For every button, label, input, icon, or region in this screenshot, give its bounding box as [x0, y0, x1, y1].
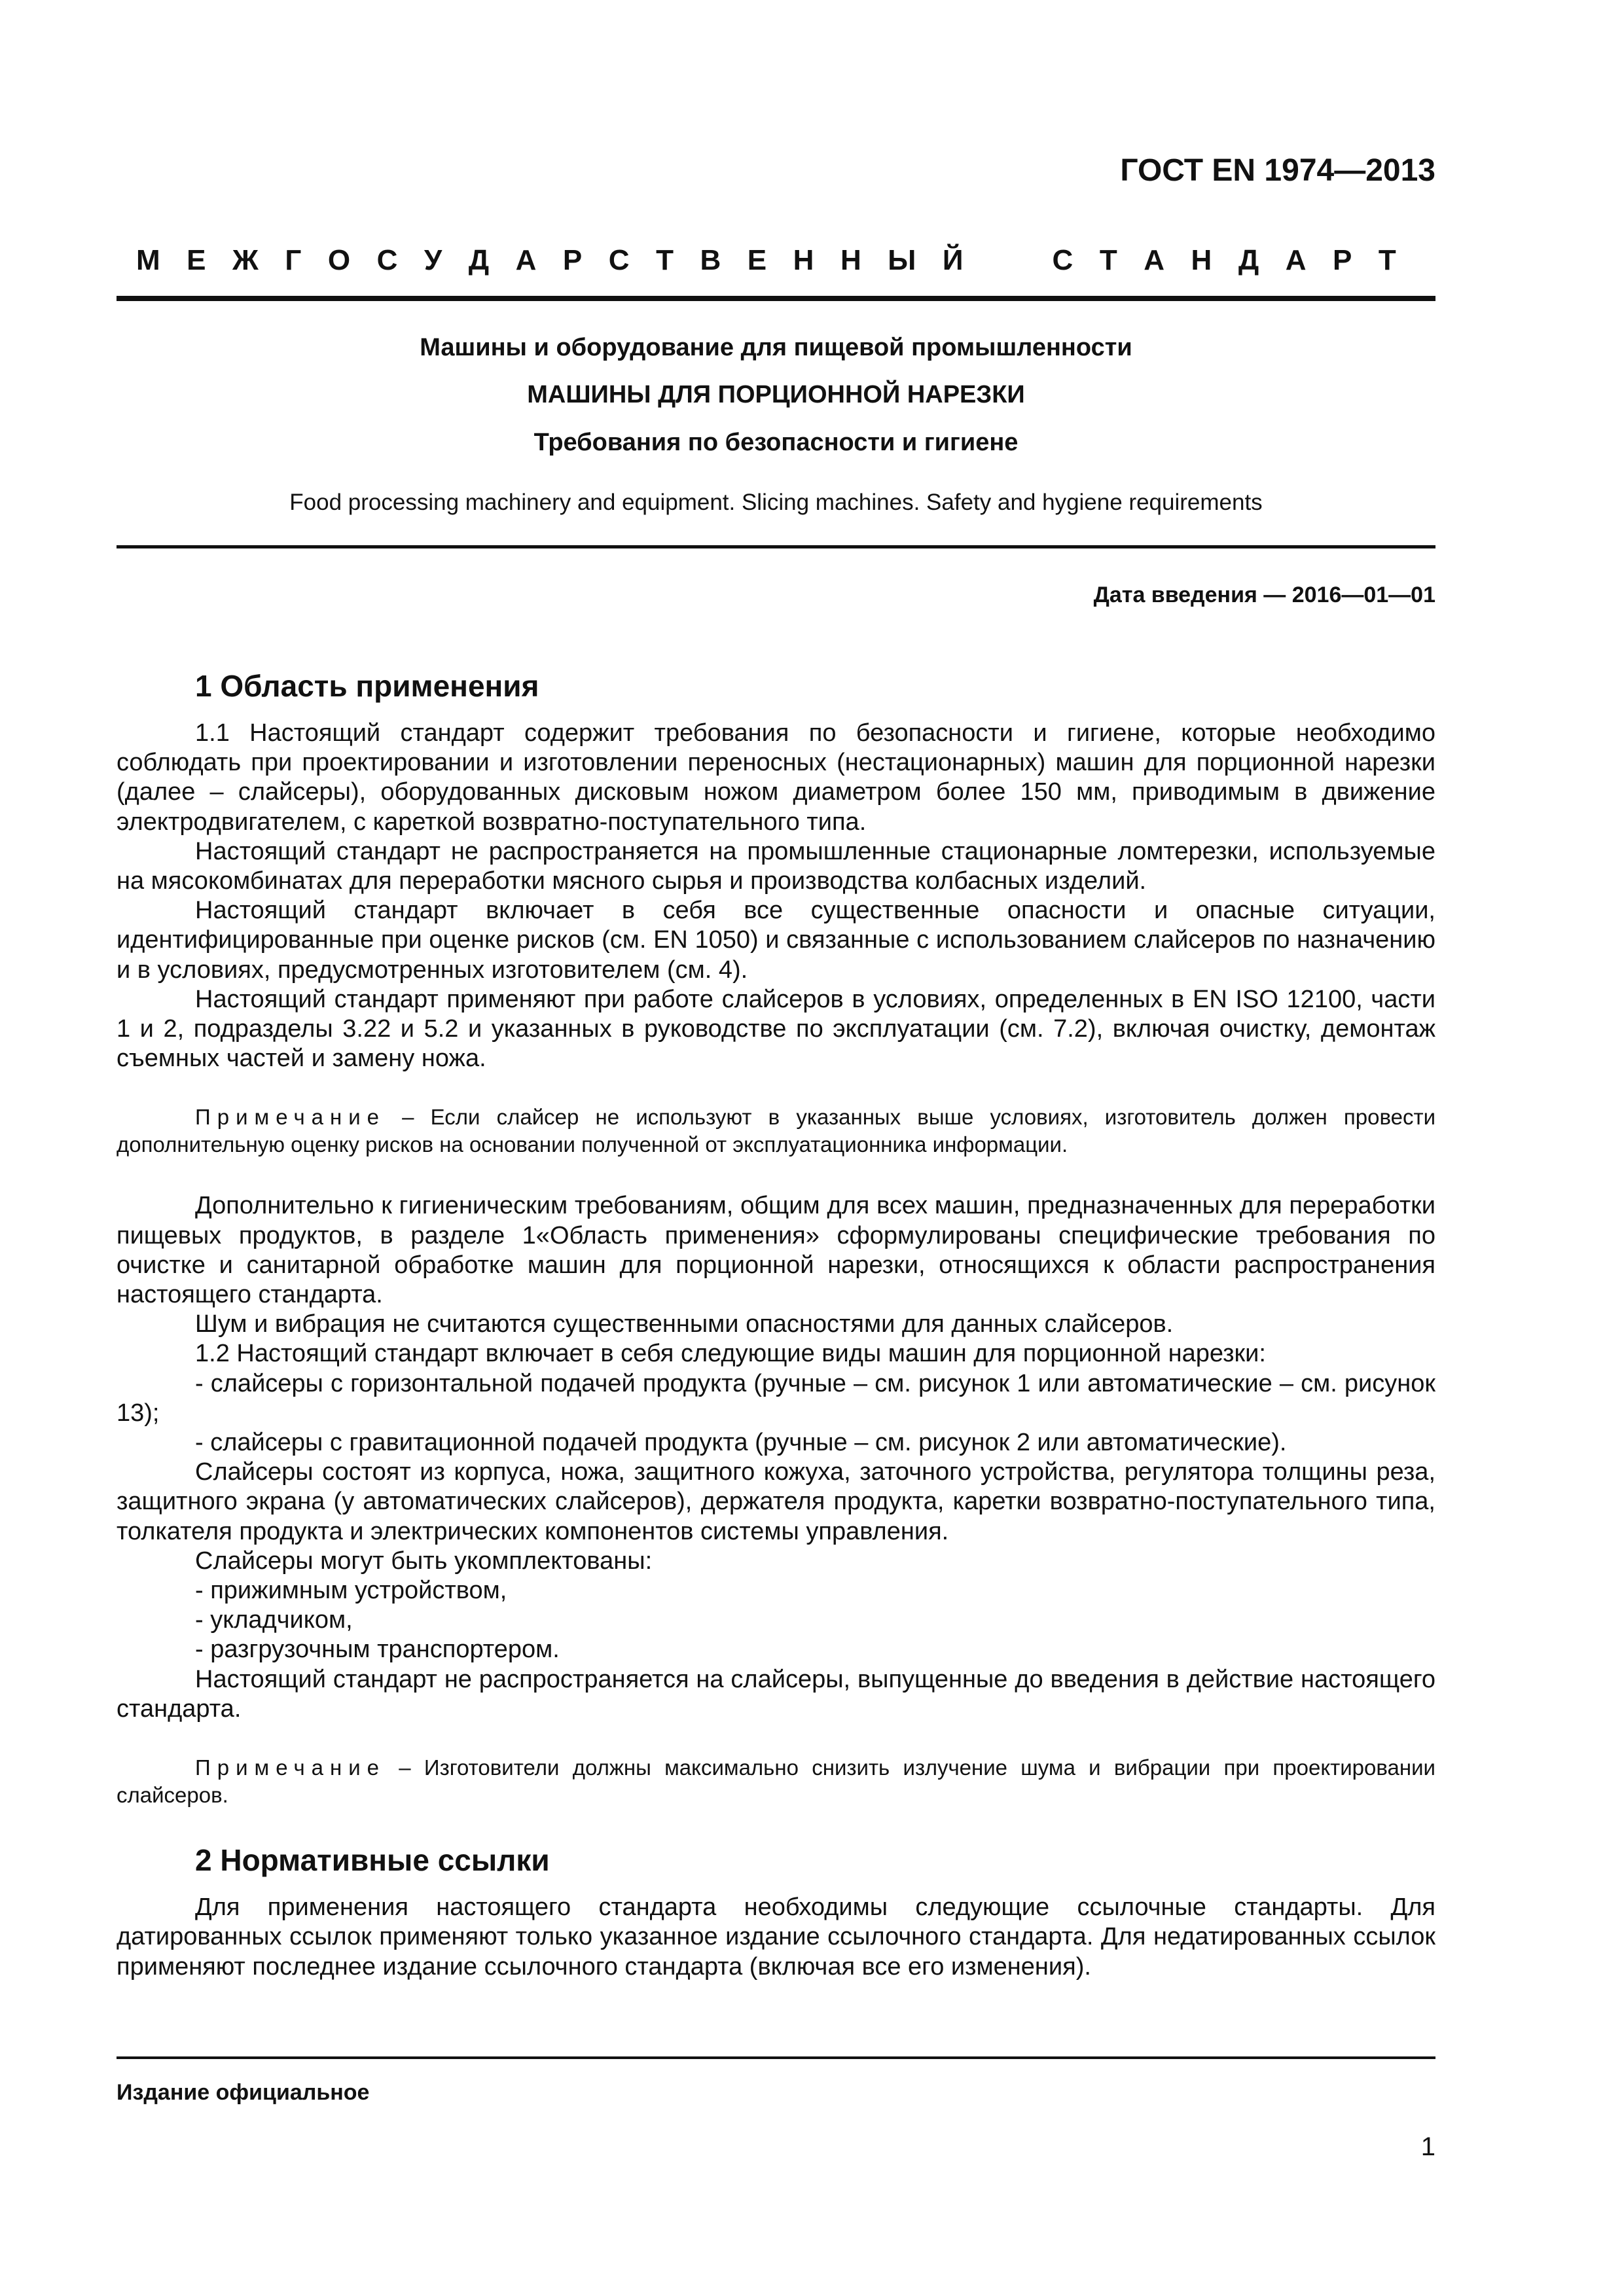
banner-letter: Й [942, 244, 964, 276]
banner-letter: Ж [232, 244, 259, 276]
banner-letter: Р [562, 244, 583, 276]
banner-letter: А [1285, 244, 1307, 276]
list-item: - слайсеры с горизонтальной подачей продукта (ручные – см. рисунок 1 или автоматические – см. рисунок 13); [117, 1369, 1435, 1427]
banner-letter: А [1144, 244, 1164, 276]
list-item: - укладчиком, [195, 1606, 353, 1634]
section-1-heading: 1 Область применения [195, 669, 539, 703]
banner-letter: С [1052, 244, 1074, 276]
banner-letter: С [608, 244, 630, 276]
banner-letter: О [327, 244, 351, 276]
paragraph: Настоящий стандарт включает в себя все существенные опасности и опасные ситуации, идентифицированные при оценке рисков (см. EN 1050) и связанные с использованием слайсеров по назначению и в условиях, предусмотренных изготовителем (см. 4). [117, 897, 1435, 984]
note-label: Примечание [195, 1755, 386, 1780]
banner-letter: Т [656, 244, 674, 276]
banner-letter: Д [1238, 244, 1259, 276]
paragraph: Дополнительно к гигиеническим требованиям, общим для всех машин, предназначенных для переработки пищевых продуктов, в разделе 1«Область применения» сформулированы специфические требования по очистке и санитарной обработке машин для порционной нарезки, относящихся к области распространения настоящего стандарта. [117, 1192, 1435, 1309]
paragraph: Шум и вибрация не считаются существенными опасностями для данных слайсеров. [195, 1310, 1174, 1338]
banner-letter: У [424, 244, 442, 276]
paragraph: Настоящий стандарт применяют при работе слайсеров в условиях, определенных в EN ISO 12100, части 1 и 2, подразделы 3.22 и 5.2 и указанных в руководстве по эксплуатации (см. 7.2), включая очистку, демонтаж съемных частей и замену ножа. [117, 985, 1435, 1073]
document-body [117, 668, 1435, 1982]
banner-letter: Р [1332, 244, 1352, 276]
interstate-standard-banner [136, 246, 1396, 275]
paragraph: 1.1 Настоящий стандарт содержит требования по безопасности и гигиене, которые необходимо соблюдать при проектировании и изготовлении переносных (нестационарных) машин для порционной нарезки (далее – слайсеры), оборудованных дисковым ножом диаметром более 150 мм, приводимым в движение электродвигателем, с кареткой возвратно-поступательного типа. [117, 719, 1435, 836]
banner-letter: Ы [888, 244, 916, 276]
title-line-2: МАШИНЫ ДЛЯ ПОРЦИОННОЙ НАРЕЗКИ [527, 381, 1025, 408]
banner-letter: Е [747, 244, 767, 276]
banner-letter: Д [468, 244, 490, 276]
banner-letter: Т [1378, 244, 1396, 276]
note-label: Примечание [195, 1105, 386, 1130]
paragraph: Настоящий стандарт не распространяется на промышленные стационарные ломтерезки, используемые на мясокомбинатах для переработки мясного сырья и производства колбасных изделий. [117, 837, 1435, 895]
official-edition-label: Издание официальное [117, 2080, 370, 2105]
banner-word-gap [990, 246, 1026, 275]
banner-letter: Е [187, 244, 206, 276]
title-line-3: Требования по безопасности и гигиене [533, 429, 1019, 456]
banner-letter: Т [1099, 244, 1117, 276]
banner-letter: С [376, 244, 398, 276]
banner-letter: Н [793, 244, 814, 276]
paragraph: Слайсеры состоят из корпуса, ножа, защитного кожуха, заточного устройства, регулятора толщины реза, защитного экрана (у автоматических слайсеров), держателя продукта, каретки возвратно-поступательного типа, толкателя продукта и электрических компонентов системы управления. [117, 1458, 1435, 1545]
note-text: – Изготовители должны максимально снизить излучение шума и вибрации при проектировании слайсеров. [117, 1755, 1435, 1808]
paragraph: Слайсеры могут быть укомплектованы: [195, 1547, 653, 1575]
banner-letter: Н [840, 244, 861, 276]
list-item: - прижимным устройством, [195, 1577, 507, 1605]
title-divider [117, 545, 1435, 548]
note-2 [117, 1754, 1435, 1809]
list-item: - разгрузочным транспортером. [195, 1636, 560, 1664]
paragraph: 1.2 Настоящий стандарт включает в себя следующие виды машин для порционной нарезки: [195, 1340, 1266, 1368]
banner-letter: А [515, 244, 537, 276]
banner-letter: Г [285, 244, 302, 276]
page-number: 1 [1420, 2132, 1435, 2161]
banner-letter: В [700, 244, 721, 276]
header-divider [117, 296, 1435, 301]
paragraph: Настоящий стандарт не распространяется на слайсеры, выпущенные до введения в действие настоящего стандарта. [117, 1665, 1435, 1723]
paragraph: Для применения настоящего стандарта необходимы следующие ссылочные стандарты. Для датированных ссылок применяют только указанное издание ссылочного стандарта. Для недатированных ссылок применяют последнее издание ссылочного стандарта (включая все его изменения). [117, 1893, 1435, 1981]
document-id: ГОСТ EN 1974—2013 [1120, 153, 1435, 188]
footer-divider [117, 2056, 1435, 2059]
introduction-date: Дата введения — 2016—01—01 [1093, 583, 1435, 607]
list-item: - слайсеры с гравитационной подачей продукта (ручные – см. рисунок 2 или автоматические). [195, 1429, 1287, 1457]
note-text: – Если слайсер не используют в указанных выше условиях, изготовитель должен провести дополнительную оценку рисков на основании полученной от эксплуатационника информации. [117, 1105, 1435, 1157]
note-1 [117, 1103, 1435, 1158]
section-2-heading: 2 Нормативные ссылки [195, 1843, 550, 1878]
english-title: Food processing machinery and equipment. Slicing machines. Safety and hygiene requirements [289, 490, 1263, 515]
banner-letter: М [136, 244, 160, 276]
title-line-1: Машины и оборудование для пищевой промышленности [420, 334, 1132, 361]
banner-letter: Н [1191, 244, 1212, 276]
